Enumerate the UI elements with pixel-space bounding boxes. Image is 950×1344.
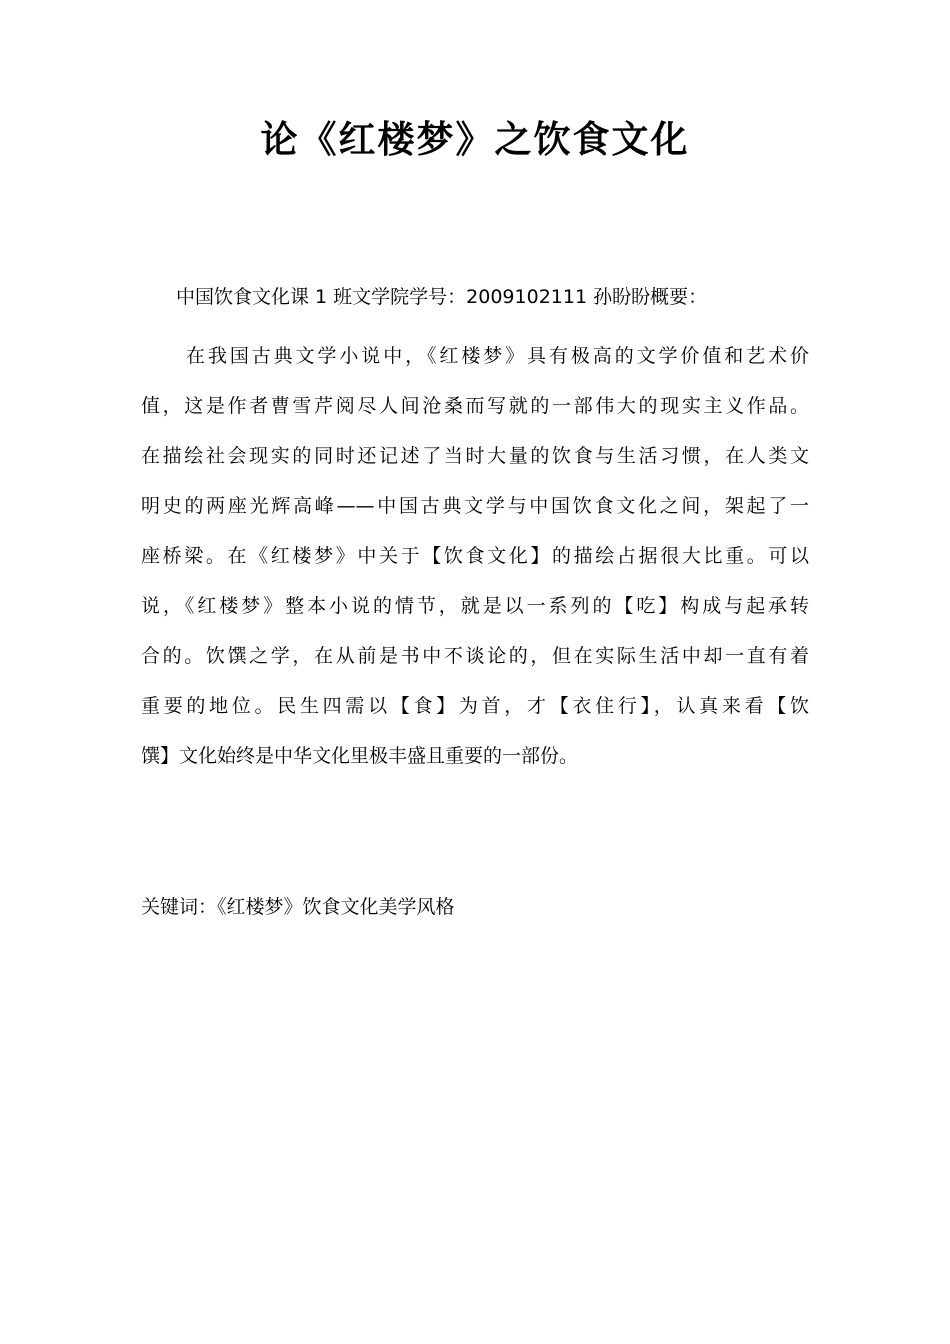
author-byline: 中国饮食文化课 1 班文学院学号：2009102111 孙盼盼概要：	[176, 286, 708, 308]
document-title: 论《红楼梦》之饮食文化	[260, 118, 690, 161]
abstract-line: 座桥梁。在《红楼梦》中关于【饮食文化】的描绘占据很大比重。可以	[141, 545, 809, 567]
abstract-line: 在我国古典文学小说中，《红楼梦》具有极高的文学价值和艺术价	[186, 345, 809, 367]
abstract-line: 在描绘社会现实的同时还记述了当时大量的饮食与生活习惯，在人类文	[141, 445, 809, 467]
keywords-line: 关键词：《红楼梦》饮食文化美学风格	[141, 896, 455, 918]
abstract-line: 明史的两座光辉高峰——中国古典文学与中国饮食文化之间，架起了一	[141, 495, 809, 517]
abstract-line: 值，这是作者曹雪芹阅尽人间沧桑而写就的一部伟大的现实主义作品。	[141, 395, 809, 417]
abstract-line: 说，《红楼梦》整本小说的情节，就是以一系列的【吃】构成与起承转	[141, 595, 809, 617]
abstract-line: 合的。饮馔之学，在从前是书中不谈论的，但在实际生活中却一直有着	[141, 645, 809, 667]
abstract-paragraph	[141, 339, 809, 789]
abstract-line: 馔】文化始终是中华文化里极丰盛且重要的一部份。	[141, 745, 579, 767]
abstract-line: 重要的地位。民生四需以【食】为首，才【衣住行】，认真来看【饮	[141, 695, 809, 717]
